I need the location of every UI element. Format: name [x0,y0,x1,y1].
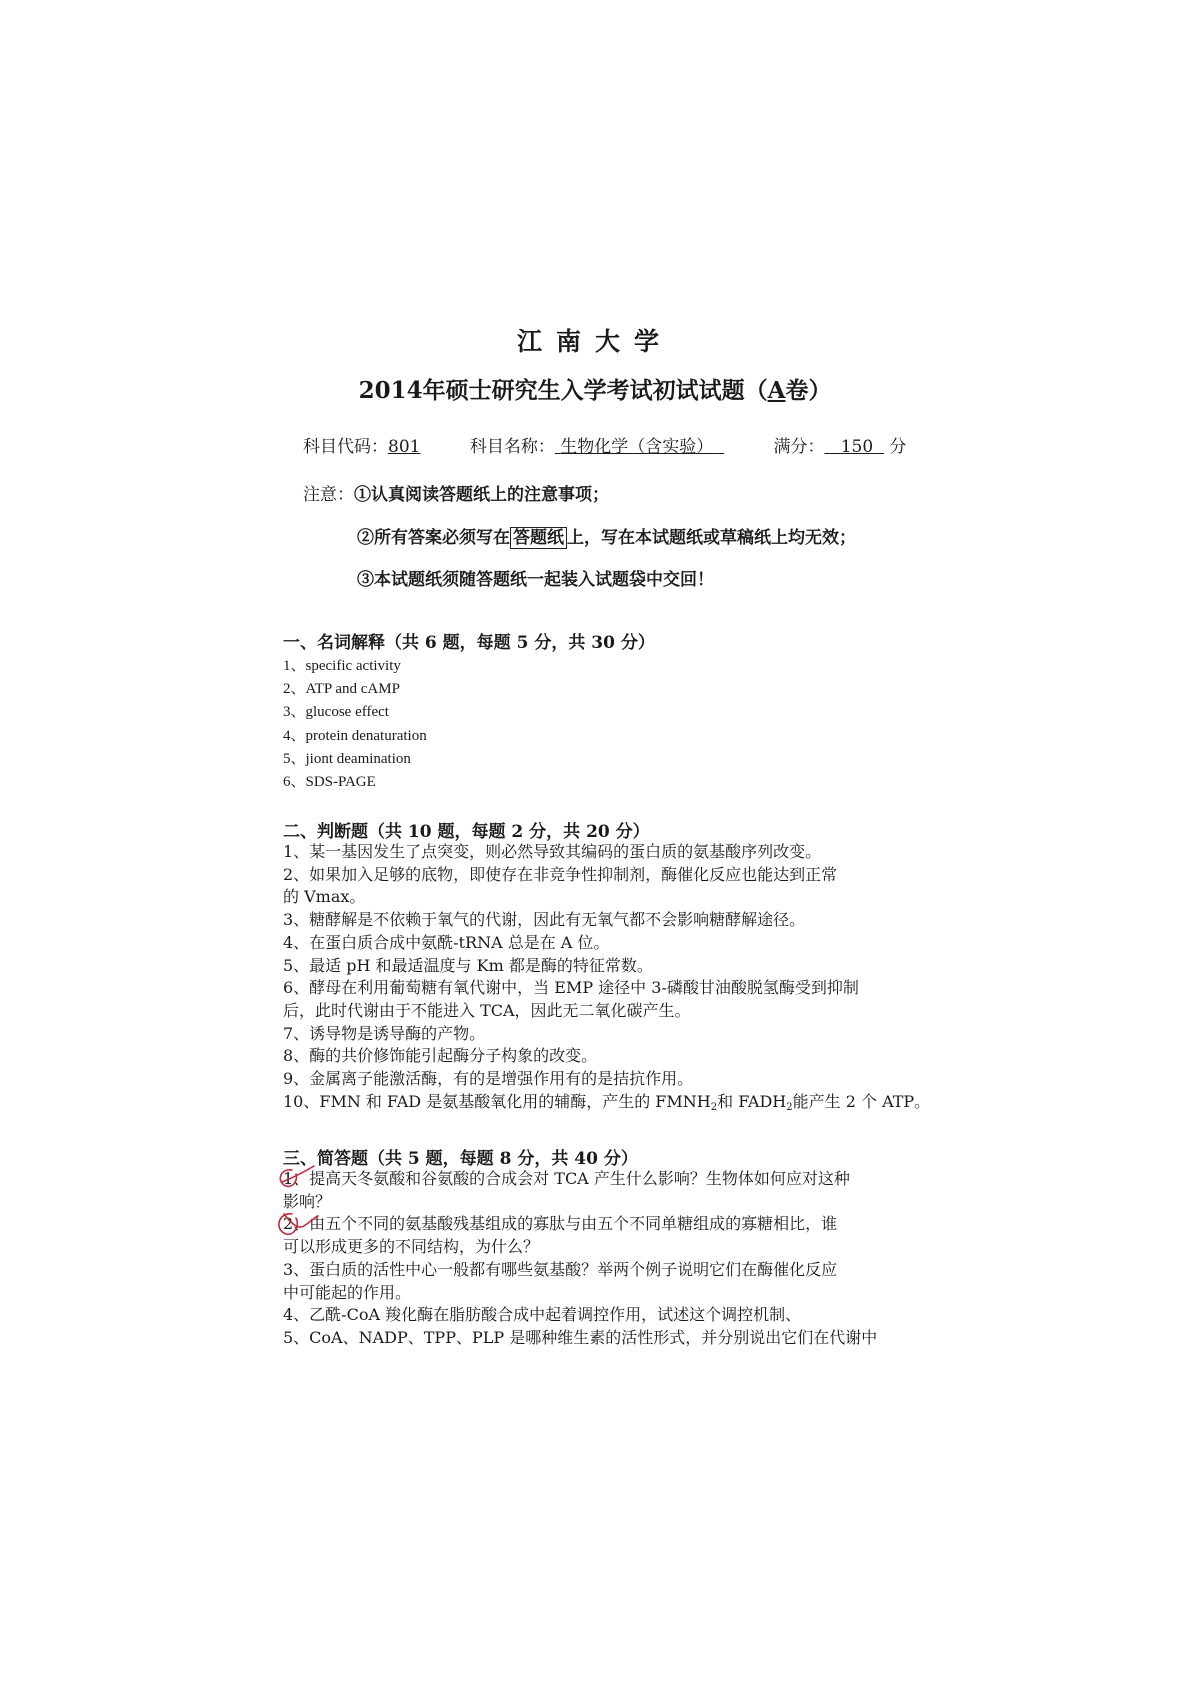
list-item: 2、如果加入足够的底物，即使存在非竞争性抑制剂，酶催化反应也能达到正常 [283,864,838,884]
school-name: 江南大学 [516,327,673,356]
list-item: 6、酵母在利用葡萄糖有氧代谢中，当 EMP 途径中 3-磷酸甘油酸脱氢酶受到抑制 [283,978,859,998]
list-item: 可以形成更多的不同结构，为什么？ [283,1237,540,1257]
note-item-1: ①认真阅读答题纸上的注意事项； [354,485,609,505]
section1-list [283,655,427,794]
paper-mark: A [767,377,786,404]
list-item: 7、诱导物是诱导酶的产物。 [283,1023,486,1043]
section2-title: 二、判断题（共 10 题，每题 2 分，共 20 分） [283,822,650,842]
list-item: 4、乙酰-CoA 羧化酶在脂肪酸合成中起着调控作用，试述这个调控机制、 [283,1305,802,1325]
list-item: 1、某一基因发生了点突变，则必然导致其编码的蛋白质的氨基酸序列改变。 [283,842,822,861]
list-item: 5、CoA、NADP、TPP、PLP 是哪种维生素的活性形式，并分别说出它们在代谢中 [283,1327,878,1347]
notes-label: 注意： [303,485,354,505]
section3-list [283,1168,913,1350]
score-unit: 分 [889,437,907,457]
note-item-2: ②所有答案必须写在 答题纸 上，写在本试题纸或草稿纸上均无效； [357,528,856,548]
list-item: 1、specific activity [283,658,401,674]
note-item-3: ③本试题纸须随答题纸一起装入试题袋中交回！ [357,570,714,590]
section3-title: 三、简答题（共 5 题，每题 8 分，共 40 分） [283,1149,638,1169]
list-item: 3、糖酵解是不依赖于氧气的代谢，因此有无氧气都不会影响糖酵解途径。 [283,910,806,930]
list-item: 影响？ [283,1191,332,1211]
list-item: 3、glucose effect [283,704,389,721]
exam-title-prefix: 2014年硕士研究生入学考试初试试题（ [358,377,768,404]
list-item: 1、提高天冬氨酸和谷氨酸的合成会对 TCA 产生什么影响？生物体如何应对这种 [283,1169,850,1188]
list-item: 5、最适 pH 和最适温度与 Km 都是酶的特征常数。 [283,955,653,975]
code-label: 科目代码： [303,437,388,457]
exam-title-suffix: 卷） [785,377,832,404]
exam-title [0,372,1190,405]
section2-list [283,841,931,1119]
list-item: 2、由五个不同的氨基酸残基组成的寡肽与由五个不同单糖组成的寡糖相比，谁 [283,1214,838,1234]
list-item: 中可能起的作用。 [283,1282,412,1302]
list-item: 3、蛋白质的活性中心一般都有哪些氨基酸？举两个例子说明它们在酶催化反应 [283,1259,838,1279]
list-item: 的 Vmax。 [283,887,366,907]
code-value: 801 [388,437,421,457]
list-item: 5、jiont deamination [283,750,411,767]
section1-title: 一、名词解释（共 6 题，每题 5 分，共 30 分） [283,633,655,653]
name-label: 科目名称： [469,437,555,457]
list-item: 4、protein denaturation [283,727,427,744]
name-value: 生物化学（含实验） [560,437,714,457]
list-item: 8、酶的共价修饰能引起酶分子构象的改变。 [283,1046,598,1066]
list-item: 9、金属离子能激活酶，有的是增强作用有的是拮抗作用。 [283,1069,694,1089]
list-item: 后，此时代谢由于不能进入 TCA，因此无二氧化碳产生。 [283,1000,691,1020]
score-value: 150 [840,437,874,457]
list-item: 2、ATP and cAMP [283,681,400,698]
list-item: 10、FMN 和 FAD 是氨基酸氧化用的辅酶，产生的 $FMNH_2$和 $FADH_2$能产生 2 个 ATP。 [283,1091,931,1113]
list-item: 6、SDS-PAGE [283,774,376,791]
answer-sheet-box: 答题纸 [510,527,567,549]
subject-info [303,432,906,457]
list-item: 4、在蛋白质合成中氨酰-tRNA 总是在 A 位。 [283,932,610,952]
score-label: 满分： [773,437,825,457]
